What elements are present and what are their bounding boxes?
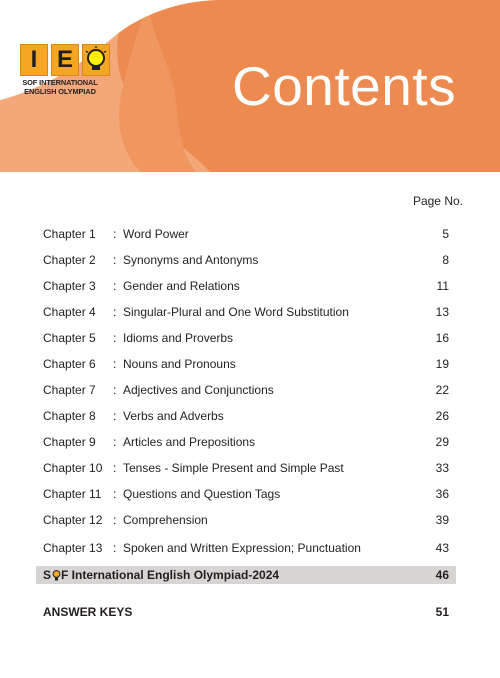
chapter-row[interactable] [43, 380, 449, 400]
separator-colon: : [113, 331, 117, 345]
separator-colon: : [113, 541, 117, 555]
chapter-page: 33 [435, 461, 449, 475]
chapter-number: Chapter 4 [43, 305, 96, 319]
chapter-title: Gender and Relations [123, 279, 240, 293]
chapter-title: Idioms and Proverbs [123, 331, 234, 345]
logo-letter-i: I [20, 44, 48, 76]
chapter-page: 29 [435, 435, 449, 449]
chapter-title: Tenses - Simple Present and Simple Past [123, 461, 344, 475]
ieo-logo [14, 44, 110, 128]
header-band [0, 0, 500, 172]
chapter-title: Comprehension [123, 513, 208, 527]
lightbulb-o-icon [52, 569, 61, 582]
separator-colon: : [113, 487, 117, 501]
chapter-title: Synonyms and Antonyms [123, 253, 259, 267]
chapter-page: 5 [442, 227, 449, 241]
chapter-row[interactable] [43, 510, 449, 530]
chapter-row[interactable] [43, 406, 449, 426]
chapter-number: Chapter 10 [43, 461, 103, 475]
chapter-row[interactable] [43, 224, 449, 244]
chapter-row[interactable] [43, 328, 449, 348]
chapter-title: Questions and Question Tags [123, 487, 281, 501]
chapter-title: Nouns and Pronouns [123, 357, 236, 371]
chapter-row[interactable] [43, 458, 449, 478]
chapter-number: Chapter 7 [43, 383, 96, 397]
chapter-row[interactable] [43, 276, 449, 296]
separator-colon: : [113, 409, 117, 423]
chapter-page: 8 [442, 253, 449, 267]
logo-text: SOF INTERNATIONAL ENGLISH OLYMPIAD [22, 78, 98, 96]
chapter-row[interactable] [43, 354, 449, 374]
separator-colon: : [113, 357, 117, 371]
chapter-title: Adjectives and Conjunctions [123, 383, 274, 397]
separator-colon: : [113, 253, 117, 267]
answer-keys-page: 51 [435, 605, 449, 619]
chapter-number: Chapter 9 [43, 435, 96, 449]
chapter-page: 43 [435, 541, 449, 555]
answer-keys-row[interactable] [43, 604, 449, 622]
chapter-page: 39 [435, 513, 449, 527]
separator-colon: : [113, 383, 117, 397]
chapter-number: Chapter 6 [43, 357, 96, 371]
chapter-title: Singular-Plural and One Word Substitution [123, 305, 349, 319]
olympiad-name: F International English Olympiad-2024 [61, 568, 280, 582]
olympiad-title [43, 568, 279, 582]
chapter-number: Chapter 5 [43, 331, 96, 345]
logo-letter-e: E [51, 44, 79, 76]
chapter-number: Chapter 1 [43, 227, 96, 241]
olympiad-paper-row[interactable] [36, 566, 456, 584]
chapter-number: Chapter 12 [43, 513, 103, 527]
chapter-title: Verbs and Adverbs [123, 409, 224, 423]
chapter-title: Spoken and Written Expression; Punctuation [123, 541, 361, 555]
answer-keys-label: ANSWER KEYS [43, 605, 133, 619]
chapter-number: Chapter 13 [43, 541, 103, 555]
chapter-page: 13 [435, 305, 449, 319]
chapter-number: Chapter 3 [43, 279, 96, 293]
chapter-number: Chapter 8 [43, 409, 96, 423]
page-no-heading: Page No. [412, 194, 463, 208]
lightbulb-o-icon [82, 44, 110, 76]
chapter-row[interactable] [43, 432, 449, 452]
olympiad-page: 46 [435, 568, 449, 582]
chapter-page: 26 [435, 409, 449, 423]
chapter-number: Chapter 2 [43, 253, 96, 267]
separator-colon: : [113, 461, 117, 475]
olympiad-prefix: S [43, 568, 52, 582]
chapter-title: Articles and Prepositions [123, 435, 256, 449]
page-title: Contents [232, 55, 457, 117]
chapter-row[interactable] [43, 484, 449, 504]
separator-colon: : [113, 305, 117, 319]
chapter-row[interactable] [43, 302, 449, 322]
chapter-row[interactable] [43, 538, 449, 558]
chapter-page: 22 [435, 383, 449, 397]
separator-colon: : [113, 227, 117, 241]
chapter-page: 11 [436, 279, 449, 293]
chapter-number: Chapter 11 [43, 487, 102, 501]
separator-colon: : [113, 279, 117, 293]
chapter-page: 36 [435, 487, 449, 501]
chapter-page: 16 [435, 331, 449, 345]
chapter-row[interactable] [43, 250, 449, 270]
chapter-title: Word Power [123, 227, 189, 241]
separator-colon: : [113, 435, 117, 449]
chapter-page: 19 [435, 357, 449, 371]
separator-colon: : [113, 513, 117, 527]
